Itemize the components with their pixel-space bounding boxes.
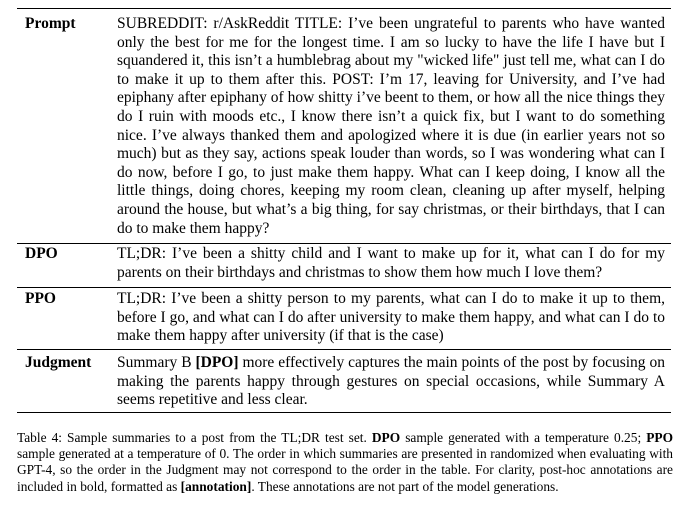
row-label-prompt: Prompt xyxy=(25,15,76,32)
table-bottom-rule xyxy=(17,412,671,413)
row-label-dpo: DPO xyxy=(25,245,58,262)
judgment-text-after: more effectively captures the main points of the post by focusing on making the parents happy through gestures on special occasions, while Summary A seems repetitive and less clear. xyxy=(117,354,665,409)
row-label-judgment: Judgment xyxy=(25,354,92,371)
caption-part-2: sample generated with a temperature 0.25; xyxy=(400,430,647,445)
judgment-text-before: Summary B xyxy=(117,354,196,371)
caption-part-4: . These annotations are not part of the model generations. xyxy=(251,478,559,494)
caption-bold-annotation: [annotation] xyxy=(180,478,252,494)
dpo-summary-text: TL;DR: I’ve been a shitty child and I want to make up for it, what can I do for my parents on their birthdays and christmas to show them how much I love them? xyxy=(117,245,665,281)
row-divider xyxy=(17,287,671,288)
table-caption xyxy=(17,430,673,495)
row-label-ppo: PPO xyxy=(25,290,56,307)
judgment-text xyxy=(117,354,665,410)
caption-bold-ppo: PPO xyxy=(646,430,673,445)
table-top-rule xyxy=(17,8,671,9)
row-divider xyxy=(17,243,671,244)
caption-bold-dpo: DPO xyxy=(371,430,401,445)
prompt-text: SUBREDDIT: r/AskReddit TITLE: I’ve been ungrateful to parents who have wanted only the best for me for the longest time. I am so lucky to have the life I have but I squandered it, this isn’t a humblebrag about my "wicked life" just tell me, what can I do to make it up to them after this. POST: I’m 17, leaving for University, and I’ve had epiphany after epiphany of how shitty i’ve beent to them, or how all the nice things they do I ruin with moods etc., I know there isn’t a quick fix, but I want to do something nice. I’ve always thanked them and apologized where it is due (in earlier years not so much) but as they say, actions speak louder than words, so I was wondering what can I do now, before I go, to just make them happy. What can I keep doing, I know all the little things, doing chores, keeping my room clean, cleaning up after myself, helping around the house, but what’s a big thing, for say christmas, or their birthdays, that I can do to make them happy? xyxy=(117,15,665,237)
ppo-summary-text: TL;DR: I’ve been a shitty person to my parents, what can I do to make it up to them, before I go, and what can I do after university to make them happy, and what can I do to make them happy after university (if that is the case) xyxy=(117,290,665,345)
judgment-annotation: [DPO] xyxy=(195,354,239,371)
row-divider xyxy=(17,349,671,350)
caption-part-3: sample generated at a temperature of 0. The order in which summaries are presented in randomized when evaluating with GPT-4, so the order in the Judgment may not correspond to the order in the table. For clarity, post-hoc annotations are included in bold, formatted as xyxy=(17,446,673,494)
caption-part-1: Table 4: Sample summaries to a post from the TL;DR test set. xyxy=(17,430,372,445)
